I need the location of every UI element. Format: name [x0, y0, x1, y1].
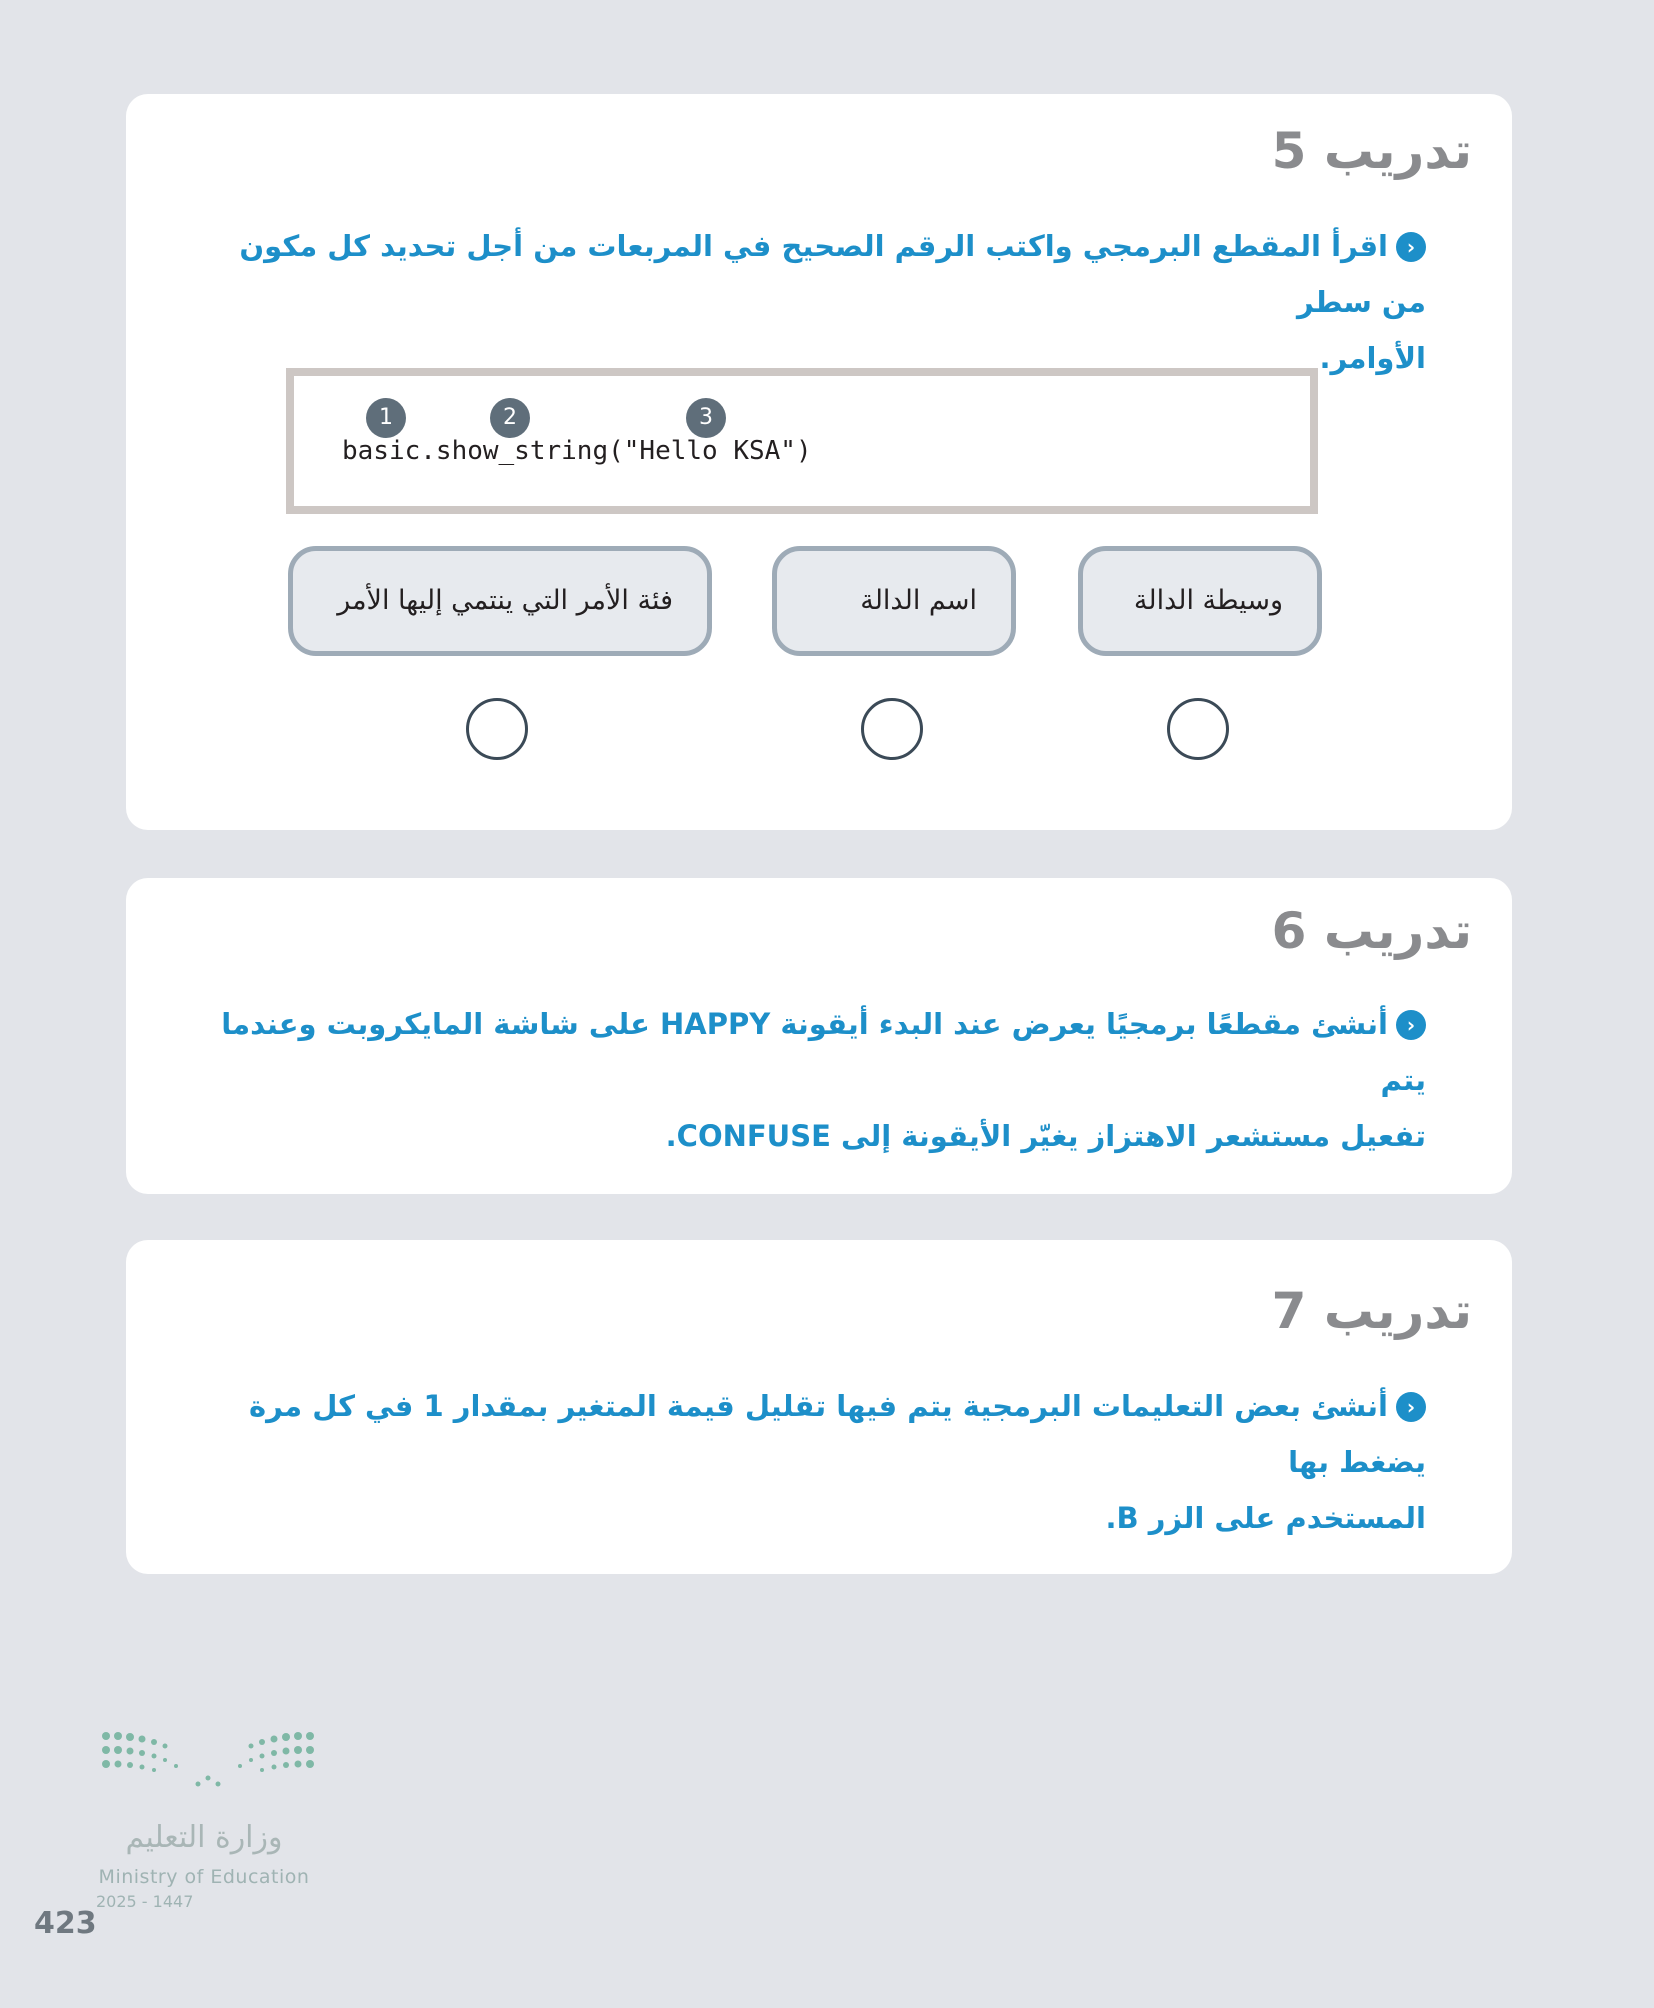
answer-circle-argument[interactable]: [1167, 698, 1229, 760]
exercise-6-card: [126, 878, 1512, 1194]
instruction-line-1: أنشئ مقطعًا برمجيًا يعرض عند البدء أيقونة HAPPY على شاشة المايكروبت وعندما يتم: [221, 1007, 1426, 1097]
page-number: 423: [34, 1906, 97, 1941]
marker-3: 3: [686, 398, 726, 438]
ministry-name-en: Ministry of Education: [98, 1866, 310, 1888]
term-command-category: فئة الأمر التي ينتمي إليها الأمر: [288, 546, 712, 656]
exercise-5-instruction: [204, 218, 1426, 386]
code-box: [286, 368, 1318, 514]
instruction-line-2: الأوامر.: [1319, 341, 1426, 375]
exercise-7-title: تدريب 7: [1271, 1282, 1472, 1340]
exercise-5-card: [126, 94, 1512, 830]
chevron-left-circle-icon: ‹: [1396, 1392, 1426, 1422]
exercise-7-instruction: [204, 1378, 1426, 1546]
ministry-name-ar: وزارة التعليم: [125, 1820, 283, 1855]
instruction-line-1: أنشئ بعض التعليمات البرمجية يتم فيها تقليل قيمة المتغير بمقدار 1 في كل مرة يضغط بها: [249, 1389, 1426, 1479]
ministry-logo-icon: [98, 1728, 318, 1808]
instruction-line-2: المستخدم على الزر B.: [1105, 1501, 1426, 1535]
instruction-line-2: تفعيل مستشعر الاهتزاز يغيّر الأيقونة إلى CONFUSE.: [665, 1119, 1426, 1153]
code-line: basic.show_string("Hello KSA"): [342, 436, 812, 466]
marker-2: 2: [490, 398, 530, 438]
exercise-6-instruction: [204, 996, 1426, 1164]
marker-1: 1: [366, 398, 406, 438]
exercise-7-card: [126, 1240, 1512, 1574]
answer-circle-name[interactable]: [861, 698, 923, 760]
exercise-5-title: تدريب 5: [1271, 122, 1472, 180]
instruction-line-1: اقرأ المقطع البرمجي واكتب الرقم الصحيح في المربعات من أجل تحديد كل مكون من سطر: [239, 229, 1426, 319]
term-function-argument: وسيطة الدالة: [1078, 546, 1322, 656]
exercise-6-title: تدريب 6: [1271, 902, 1472, 960]
ministry-year: 2025 - 1447: [96, 1892, 194, 1911]
chevron-left-circle-icon: ‹: [1396, 232, 1426, 262]
term-function-name: اسم الدالة: [772, 546, 1016, 656]
chevron-left-circle-icon: ‹: [1396, 1010, 1426, 1040]
answer-circle-category[interactable]: [466, 698, 528, 760]
